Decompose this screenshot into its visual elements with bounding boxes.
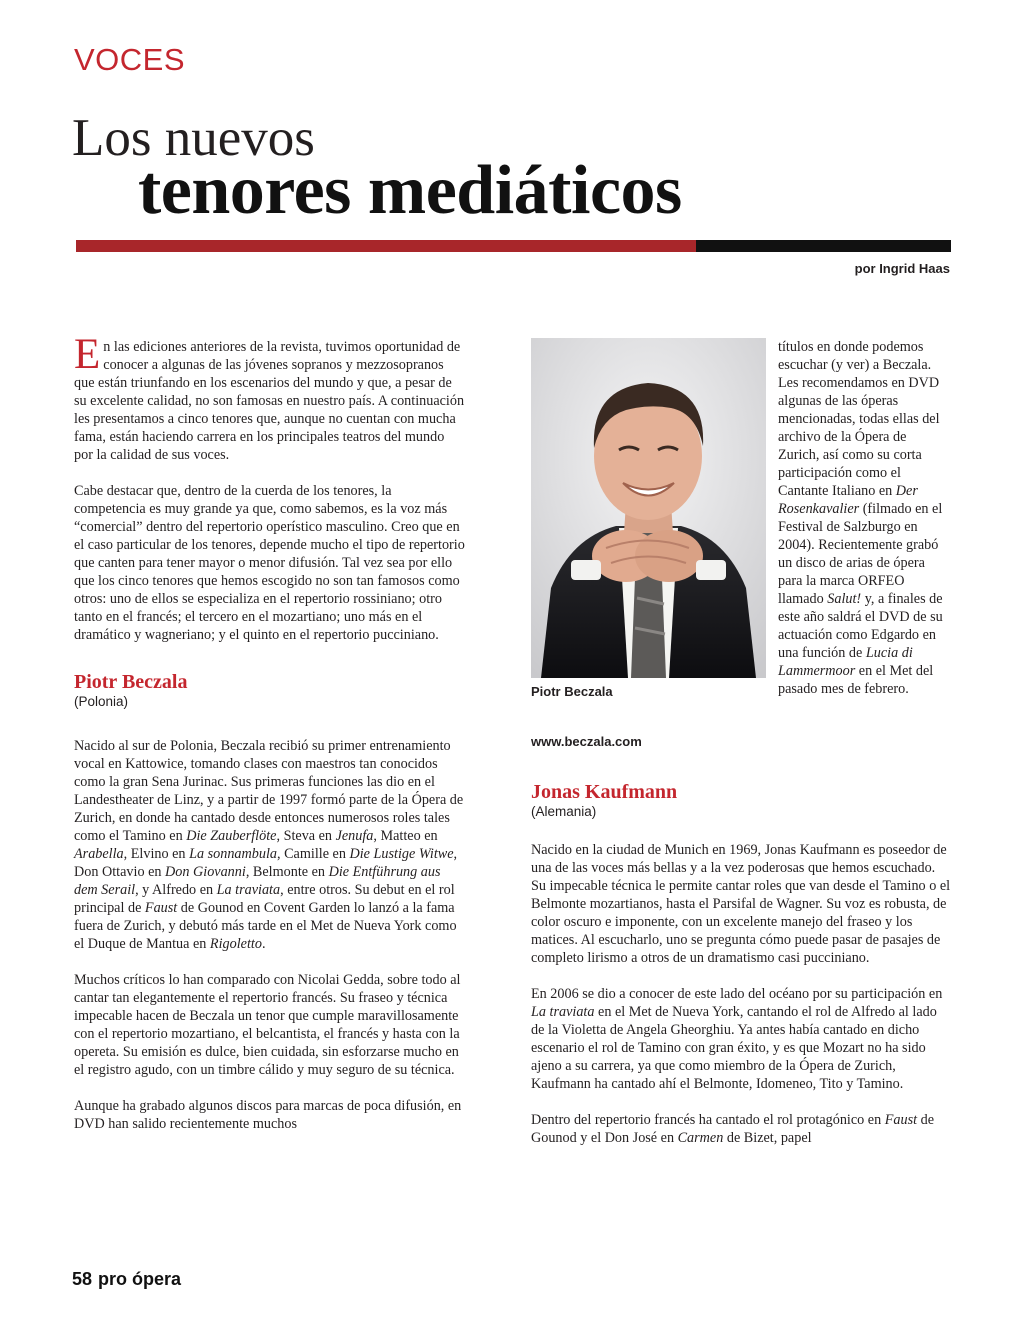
page-footer [72,1269,181,1290]
kaufmann-paragraph-3: Dentro del repertorio francés ha cantado el rol protagónico en Faust de Gounod y el Don José en Carmen de Bizet, papel [531,1112,935,1146]
title-rule-black [696,240,951,252]
kaufmann-heading: Jonas Kaufmann [531,781,678,803]
right-column [531,733,951,1147]
beczala-website-link[interactable]: www.beczala.com [531,734,642,749]
title-line-2: tenores mediáticos [138,152,682,229]
page-number: 58 [72,1269,93,1289]
beczala-paragraph-3: Aunque ha grabado algunos discos para marcas de poca difusión, en DVD han salido recientemente muchos [74,1098,462,1132]
intro-text-1: n las ediciones anteriores de la revista, tuvimos oportunidad de conocer a algunas de las jóvenes sopranos y mezzosopranos que están triunfando en los escenarios del mundo y que, a pesar de su excelente calidad, no son famosas en nuestro país. A continuación les presentamos a cinco tenores que, aunque no cuentan con mucha fama, están haciendo carrera en los principales teatros del mundo por la calidad de sus voces. [74,339,465,463]
kaufmann-paragraph-2: En 2006 se dio a conocer de este lado del océano por su participación en La traviata en el Met de Nueva York, cantando el rol de Alfredo al lado de la Violetta de Angela Gheorghiu. Ya antes había cantado en dicho escenario el rol de Tamino con gran éxito, y es que Mozart no ha sido ajeno a su carrera, ya que como miembro de la Ópera de Zurich, Kaufmann ha cantado ahí el Belmonte, Idomeneo, Tito y Tamino. [531,986,943,1092]
intro-paragraph-2: Cabe destacar que, dentro de la cuerda de los tenores, la competencia es muy grande ya que, como sabemos, es la voz más “comercial” dentro del repertorio operístico masculino. Creo que en el caso particular de los tenores, depende mucho el tipo de repertorio que canten para tener mayor o menor difusión. Tal vez sea por ello que los cinco tenores que hemos escogido no son tan famosos como otros: uno de ellos se especializa en el repertorio rossiniano; otro tanto en el francés; el tercero en el mozartiano; uno más en el dramático y wagneriano; y el quinto en el repertorio pucciniano. [74,483,465,643]
beczala-continued-text: títulos en donde podemos escuchar (y ver) a Beczala. Les recomendamos en DVD algunas de las óperas mencionadas, todas ellas del archivo de la Ópera de Zurich, así como su corta participación como el Cantante Italiano en Der Rosenkavalier (filmado en el Festival de Salzburgo en 2004). Recientemente grabó un disco de arias de ópera para la marca ORFEO llamado Salut! y, a finales de este año saldrá el DVD de su actuación como Edgardo en una función de Lucia di Lammermoor en el Met del pasado mes de febrero. [778,339,943,697]
beczala-continued-narrow [778,338,950,698]
beczala-heading: Piotr Beczala [74,671,188,693]
kaufmann-paragraph-1: Nacido en la ciudad de Munich en 1969, Jonas Kaufmann es poseedor de una de las voces más bellas y a la vez poderosas que hemos escuchado. Su impecable técnica le permite cantar roles que van desde el Tamino o el Belmonte mozartianos, hasta el Parsifal de Wagner. Su voz es robusta, de color oscuro e imponente, con un excelente manejo del fraseo y los matices. Al escucharlo, uno se pregunta cómo puede pasar de pasajes de completo lirismo a otros de un dramatismo casi pucciniano. [531,842,951,966]
beczala-photo [531,338,766,678]
byline: por Ingrid Haas [854,261,950,276]
title-line-1: Los nuevos [72,109,315,167]
beczala-country: (Polonia) [74,694,129,709]
photo-caption: Piotr Beczala [531,684,613,699]
magazine-name: pro ópera [98,1269,182,1289]
beczala-paragraph-1: Nacido al sur de Polonia, Beczala recibió su primer entrenamiento vocal en Kattowice, tomando clases con maestros tan conocidos como la gran Sena Jurinac. Sus primeras funciones las dio en el Landestheater de Linz, y a partir de 1997 formó parte de la Ópera de Zurich, en donde ha cantado desde entonces numerosos roles tales como el Tamino en Die Zauberflöte, Steva en Jenufa, Matteo en Arabella, Elvino en La sonnambula, Camille en Die Lustige Witwe, Don Ottavio en Don Giovanni, Belmonte en Die Entführung aus dem Serail, y Alfredo en La traviata, entre otros. Su debut en el rol principal de Faust de Gounod en Covent Garden lo lanzó a la fama fuera de Zurich, y debutó más tarde en el Met de Nueva York como el Duque de Mantua en Rigoletto. [74,738,464,952]
title-rule-red [76,240,696,252]
beczala-paragraph-2: Muchos críticos lo han comparado con Nicolai Gedda, sobre todo al cantar tan elegantemente el repertorio francés. Su fraseo y técnica impecable hacen de Beczala un tenor que cumple maravillosamente con el repertorio mozartiano, el belcantista, el francés y hasta con la opereta. Su emisión es dulce, bien cuidada, sin esforzarse mucho en el registro agudo, con un timbre cálido y muy seguro de su técnica. [74,972,461,1078]
drop-cap: E [74,331,101,378]
left-column [74,331,466,1133]
kaufmann-country: (Alemania) [531,804,597,819]
section-label: VOCES [74,42,186,77]
portrait-illustration [531,338,766,678]
intro-paragraph-1 [74,331,466,464]
